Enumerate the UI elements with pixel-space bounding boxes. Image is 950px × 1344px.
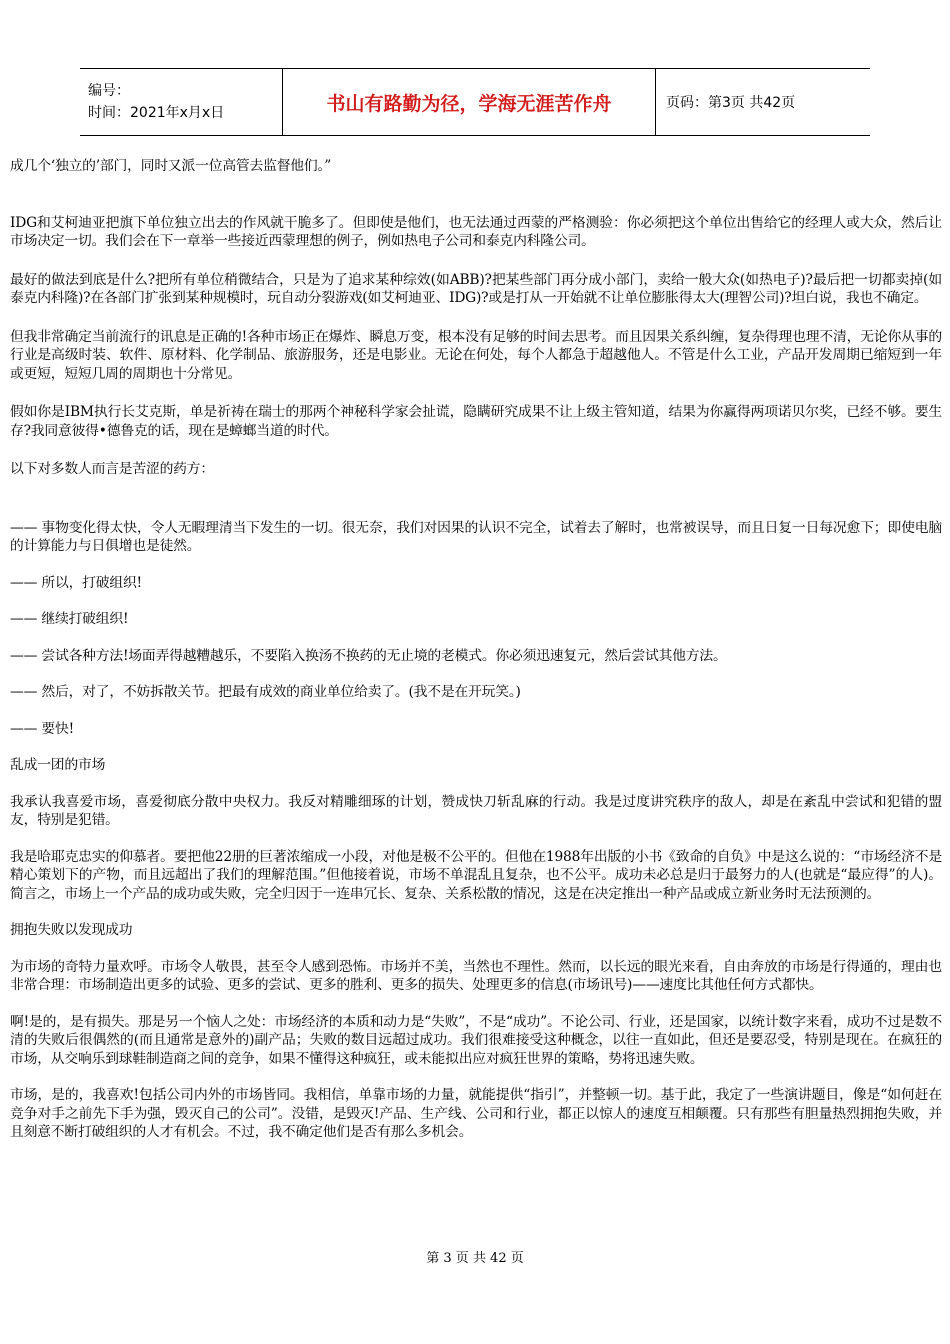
list-item: —— 事物变化得太快，令人无暇理清当下发生的一切。很无奈，我们对因果的认识不完全，试着去了解时，也常被误导，而且日复一日每况愈下；即使电脑的计算能力与日俱增也是徒然。 [10,519,942,554]
list-item: —— 所以，打破组织! [10,574,142,591]
paragraph: 但我非常确定当前流行的讯息是正确的!各种市场正在爆炸、瞬息万变，根本没有足够的时间去思考。而且因果关系纠缠，复杂得理也理不清，无论你从事的行业是高级时装、软件、原材料、化学制品、旅游服务，还是电影业。无论在何处，每个人都急于超越他人。不管是什么工业，产品开发周期已缩短到一年或更短，短短几周的周期也十分常见。 [10,328,942,382]
paragraph: 假如你是IBM执行长艾克斯，单是祈祷在瑞士的那两个神秘科学家会扯谎，隐瞒研究成果不让上级主管知道，结果为你赢得两项诺贝尔奖，已经不够。要生存?我同意彼得•德鲁克的话，现在是蟑螂当道的时代。 [10,404,942,439]
list-item: —— 继续打破组织! [10,611,129,627]
paragraph: IDG和艾柯迪亚把旗下单位独立出去的作风就干脆多了。但即使是他们，也无法通过西蒙的严格测验：你必须把这个单位出售给它的经理人或大众，然后让市场决定一切。我们会在下一章举一些接近西蒙理想的例子，例如热电子公司和泰克内科隆公司。 [10,214,942,249]
serial-label: 编号： [88,83,130,99]
paragraph: 市场，是的，我喜欢!包括公司内外的市场皆同。我相信，单靠市场的力量，就能提供“指引”，并整顿一切。基于此，我定了一些演讲题目，像是“如何赶在竞争对手之前先下手为强，毁灭自己的公司”。没错，是毁灭!产品、生产线、公司和行业，都正以惊人的速度互相颠覆。只有那些有胆量热烈拥抱失败，并且刻意不断打破组织的人才有机会。不过，我不确定他们是否有那么多机会。 [10,1087,942,1140]
paragraph: 我承认我喜爱市场，喜爱彻底分散中央权力。我反对精雕细琢的计划，赞成快刀斩乱麻的行动。我是过度讲究秩序的敌人，却是在紊乱中尝试和犯错的盟友，特别是犯错。 [10,793,942,828]
paragraph: 我是哈耶克忠实的仰慕者。要把他22册的巨著浓缩成一小段，对他是极不公平的。但他在1988年出版的小书《致命的自负》中是这么说的：“市场经济不是精心策划下的产物，而且远超出了我们的理解范围。”但他接着说，市场不单混乱且复杂，也不公平。成功未必总是归于最努力的人(也就是“最应得”的人)。简言之，市场上一个产品的成功或失败，完全归因于一连串冗长、复杂、关系松散的情况，这是在决定推出一种产品或成立新业务时无法预测的。 [10,848,942,902]
paragraph: 成几个‘独立的’部门，同时又派一位高管去监督他们。” [10,158,332,174]
list-item: —— 尝试各种方法!场面弄得越糟越乐，不要陷入换汤不换药的无止境的老模式。你必须迅速复元，然后尝试其他方法。 [10,647,727,664]
paragraph: 以下对多数人而言是苦涩的药方： [10,461,214,477]
header-motto: 书山有路勤为径，学海无涯苦作舟 [283,69,656,135]
header-page-info: 页码：第3页 共42页 [666,95,796,111]
paragraph: 为市场的奇特力量欢呼。市场令人敬畏，甚至令人感到恐怖。市场并不美，当然也不理性。然而，以长远的眼光来看，自由奔放的市场是行得通的，理由也非常合理：市场制造出更多的试验、更多的尝试、更多的胜利、更多的损失、处理更多的信息(市场讯号)——速度比其他任何方式都快。 [10,958,942,993]
section-heading: 拥抱失败以发现成功 [10,922,133,938]
body-text [10,152,942,1142]
page-header [80,68,870,136]
time-label: 时间：2021年x月x日 [88,105,225,121]
header-meta [80,69,283,135]
section-heading: 乱成一团的市场 [10,757,106,773]
list-item: —— 要快! [10,720,74,737]
page-footer: 第 3 页 共 42 页 [426,1251,524,1266]
paragraph: 最好的做法到底是什么?把所有单位稍微结合，只是为了追求某种综效(如ABB)?把某些部门再分成小部门，卖给一般大众(如热电子)?最后把一切都卖掉(如泰克内科隆)?在各部门扩张到某种规模时，玩自动分裂游戏(如艾柯迪亚、IDG)?或是打从一开始就不让单位膨胀得太大(理智公司)?坦白说，我也不确定。 [10,271,942,306]
list-item: —— 然后，对了，不妨拆散关节。把最有成效的商业单位给卖了。(我不是在开玩笑。) [10,684,521,700]
paragraph: 啊!是的，是有损失。那是另一个恼人之处：市场经济的本质和动力是“失败”，不是“成功”。不论公司、行业，还是国家，以统计数字来看，成功不过是数不清的失败后很偶然的(而且通常是意外的)副产品；失败的数目远超过成功。我们很难接受这种概念，以往一直如此，但还是要忍受，特别是现在。在疯狂的市场，从交响乐到球鞋制造商之间的竞争，如果不懂得这种疯狂，或未能拟出应对疯狂世界的策略，势将迅速失败。 [10,1013,942,1067]
